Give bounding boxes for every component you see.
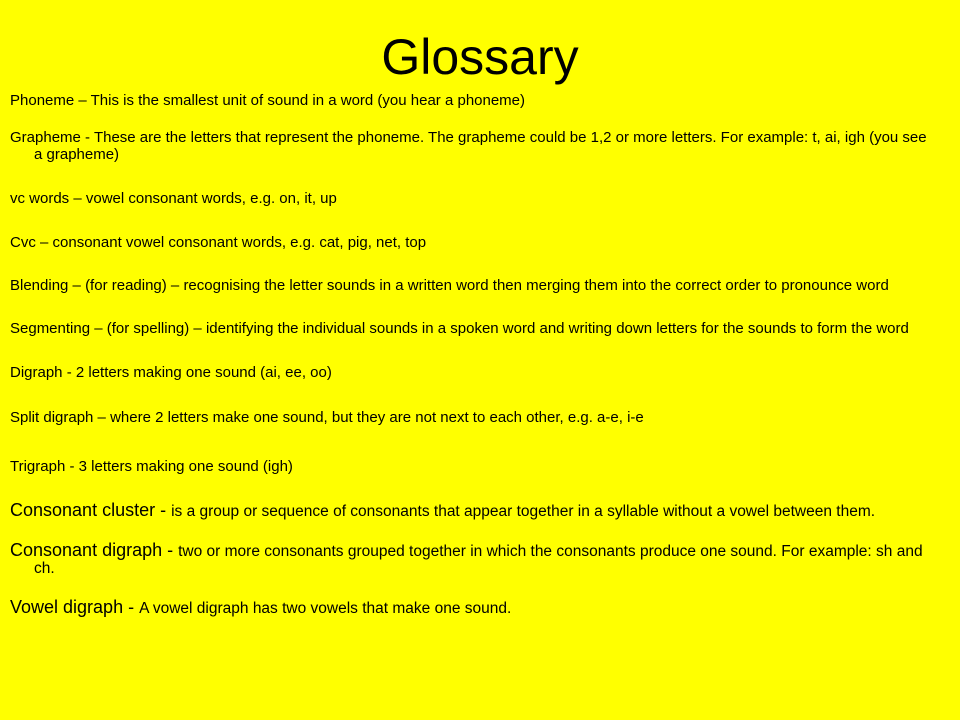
glossary-definition: two or more consonants grouped together in which the consonants produce one sound. For example: sh and ch.: [34, 543, 923, 577]
glossary-entry-blending: [10, 277, 930, 294]
glossary-term: Consonant digraph -: [10, 540, 179, 560]
slide-title: Glossary: [381, 29, 579, 85]
glossary-definition: (for reading) – recognising the letter sounds in a written word then merging them into the correct order to pronounce word: [85, 277, 889, 294]
glossary-definition: vowel consonant words, e.g. on, it, up: [85, 190, 337, 207]
glossary-definition: is a group or sequence of consonants that appear together in a syllable without a vowel between them.: [171, 503, 876, 520]
glossary-entry-segmenting: [10, 320, 930, 337]
glossary-term: Trigraph -: [10, 458, 79, 475]
glossary-term: Blending –: [10, 277, 86, 294]
glossary-term: Segmenting –: [10, 320, 107, 337]
glossary-entry-consonant-digraph: [10, 542, 930, 577]
glossary-definition: A vowel digraph has two vowels that make one sound.: [139, 600, 512, 617]
glossary-entry-consonant-cluster: [10, 502, 930, 520]
glossary-entry-vc-words: [10, 190, 930, 207]
glossary-term: Split digraph –: [10, 409, 111, 426]
glossary-definition: These are the letters that represent the phoneme. The grapheme could be 1,2 or more letters. For example: t, ai, igh (you see a grapheme): [34, 129, 927, 163]
glossary-definition: (for spelling) – identifying the individual sounds in a spoken word and writing down letters for the sounds to form the word: [106, 320, 909, 337]
glossary-term: Digraph -: [10, 364, 76, 381]
glossary-entry-vowel-digraph: [10, 599, 930, 617]
glossary-entry-grapheme: [10, 129, 930, 163]
glossary-definition: where 2 letters make one sound, but they are not next to each other, e.g. a-e, i-e: [110, 409, 644, 426]
glossary-definition: This is the smallest unit of sound in a word (you hear a phoneme): [90, 92, 526, 109]
glossary-definition: 3 letters making one sound (igh): [78, 458, 293, 475]
glossary-term: vc words –: [10, 190, 86, 207]
glossary-term: Consonant cluster -: [10, 500, 172, 520]
glossary-term: Vowel digraph -: [10, 597, 140, 617]
glossary-term: Cvc –: [10, 234, 53, 251]
glossary-term: Phoneme –: [10, 92, 91, 109]
glossary-entry-trigraph: [10, 458, 930, 475]
glossary-entry-cvc: [10, 234, 930, 251]
glossary-term: Grapheme -: [10, 129, 94, 146]
glossary-entry-digraph: [10, 364, 930, 381]
glossary-entry-split-digraph: [10, 409, 930, 426]
glossary-list: [10, 92, 930, 617]
glossary-definition: 2 letters making one sound (ai, ee, oo): [75, 364, 332, 381]
glossary-definition: consonant vowel consonant words, e.g. cat, pig, net, top: [52, 234, 427, 251]
glossary-entry-phoneme: [10, 92, 930, 109]
